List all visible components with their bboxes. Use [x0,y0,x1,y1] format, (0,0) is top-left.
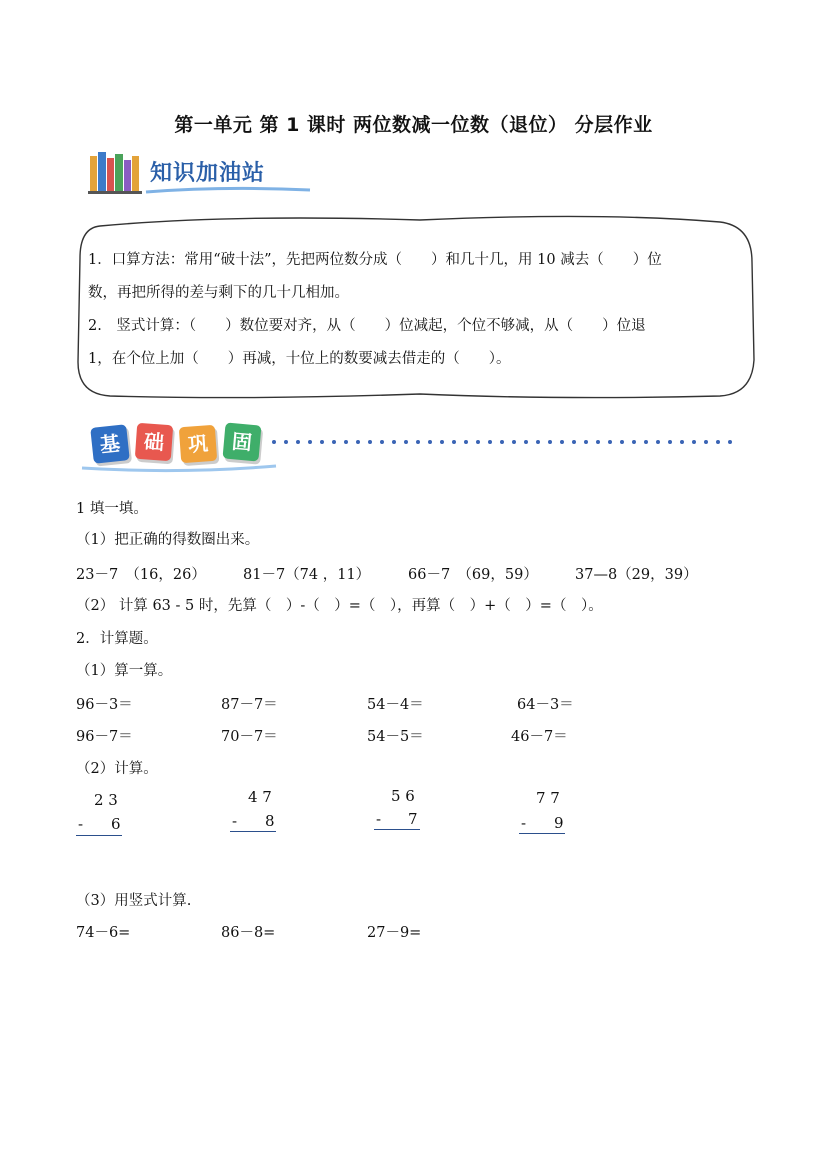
banner-block-4: 固 [222,422,261,461]
vertical-bottom: 7 [408,810,418,828]
vertical-line [76,835,122,836]
q2-row2-item-2: 70－7＝ [221,729,278,745]
banner-block-1: 基 [90,424,130,464]
vertical-minus: - [521,814,527,832]
q2-row1-item-4: 64－3＝ [517,697,574,713]
vertical-minus: - [78,815,84,833]
q1-item-2: 81－7（74 ，11） [243,567,371,583]
banner-block-3: 巩 [179,425,217,463]
vertical-line [230,831,276,832]
page-title: 第一单元 第 1 课时 两位数减一位数（退位） 分层作业 [174,114,653,136]
q2-row2-item-4: 46－7＝ [511,729,568,745]
q2-row3-item-3: 27－9= [367,925,422,941]
vertical-line [519,833,565,834]
vertical-bottom: 9 [554,814,564,832]
q2-row2-item-1: 96－7＝ [76,729,133,745]
vertical-line [374,829,420,830]
knowledge-banner-text: 知识加油站 [150,161,266,186]
q2-heading: 2．计算题。 [76,631,158,647]
q1-heading: 1 填一填。 [76,501,148,517]
q2-part3-label: （3）用竖式计算. [76,893,192,909]
q2-row3-item-1: 74－6= [76,925,131,941]
knowledge-line-2: 数，再把所得的差与剩下的几十几相加。 [88,285,349,301]
banner-shadow-line [80,462,280,474]
knowledge-line-3: 2. 竖式计算：（ ）数位要对齐，从（ ）位减起，个位不够减，从（ ）位退 [88,318,646,334]
q1-item-3: 66－7 （69，59） [408,567,538,583]
vertical-top: 4 7 [248,788,272,806]
vertical-top: 2 3 [94,791,118,809]
q2-part1-label: （1）算一算。 [76,663,173,679]
banner-block-2: 础 [135,423,173,461]
q1-item-1: 23－7 （16，26） [76,567,206,583]
vertical-bottom: 6 [111,815,121,833]
vertical-top: 7 7 [536,789,560,807]
vertical-minus: - [376,810,382,828]
dotted-divider [270,434,740,450]
q1-part1-label: （1）把正确的得数圈出来。 [76,532,260,548]
vertical-top: 5 6 [391,787,415,805]
q2-part2-label: （2）计算。 [76,761,158,777]
vertical-minus: - [232,812,238,830]
knowledge-line-1: 1．口算方法：常用“破十法”，先把两位数分成（ ）和几十几，用 10 减去（ ）位 [88,252,662,268]
q2-row1-item-3: 54－4＝ [367,697,424,713]
q2-row3-item-2: 86－8= [221,925,276,941]
knowledge-line-4: 1，在个位上加（ ）再减，十位上的数要减去借走的（ ）。 [88,351,511,367]
q1-item-4: 37—8（29，39） [575,567,698,583]
q1-part2: （2） 计算 63 - 5 时，先算（ ）-（ ）=（ ），再算（ ）+（ ）=（ ）。 [76,598,603,614]
q2-row1-item-2: 87－7＝ [221,697,278,713]
q2-row2-item-3: 54－5＝ [367,729,424,745]
vertical-bottom: 8 [265,812,275,830]
q2-row1-item-1: 96－3＝ [76,697,133,713]
